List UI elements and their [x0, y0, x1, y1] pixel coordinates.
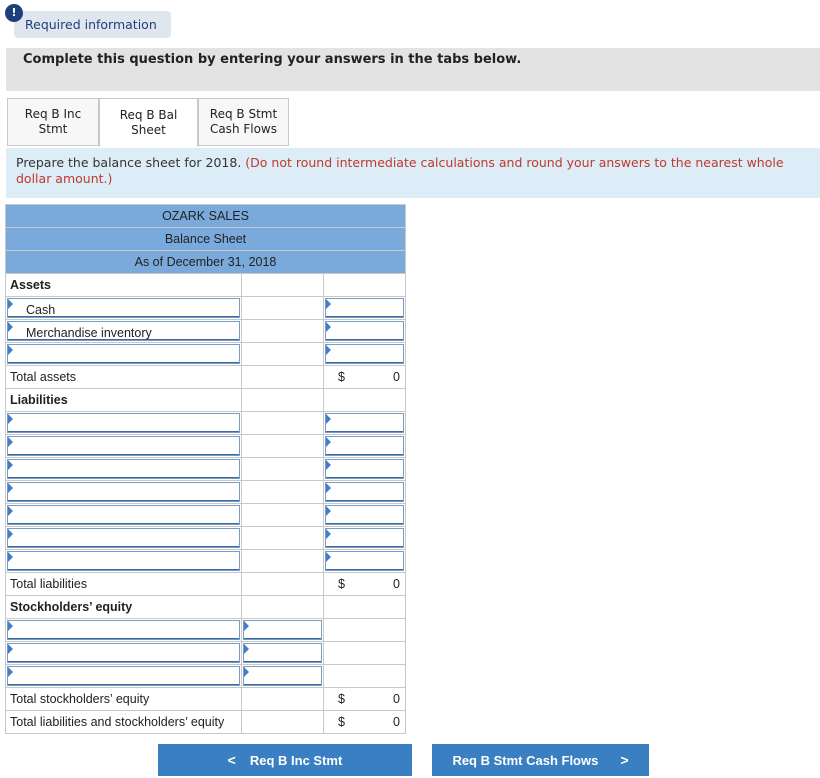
required-information-label: Required information: [14, 11, 171, 38]
tab-label: Req B Inc Stmt: [24, 107, 82, 136]
currency-symbol: $: [338, 715, 345, 729]
dropdown-marker-icon: [8, 299, 13, 309]
total-equity-label: Total stockholders’ equity: [6, 688, 242, 711]
chevron-right-icon: >: [620, 752, 629, 768]
dropdown-marker-icon: [326, 414, 331, 424]
dropdown-marker-icon: [8, 414, 13, 424]
dropdown-marker-icon: [8, 506, 13, 516]
dropdown-marker-icon: [326, 460, 331, 470]
liability-amount-input[interactable]: [325, 551, 404, 571]
total-assets-label: Total assets: [6, 366, 242, 389]
liability-account-select[interactable]: [7, 482, 240, 502]
dropdown-marker-icon: [326, 529, 331, 539]
tab-req-b-bal-sheet[interactable]: [99, 98, 198, 147]
liability-account-select[interactable]: [7, 551, 240, 571]
total-liabilities-equity-label: Total liabilities and stockholders’ equity: [6, 711, 242, 734]
alert-icon: !: [5, 4, 23, 22]
equity-account-select[interactable]: [7, 643, 240, 663]
liability-account-select[interactable]: [7, 505, 240, 525]
tab-req-b-stmt-cash-flows[interactable]: [198, 98, 289, 146]
cash-amount-input[interactable]: [325, 298, 404, 318]
question-prompt: [6, 148, 820, 198]
total-liabilities-label: Total liabilities: [6, 573, 242, 596]
dropdown-marker-icon: [8, 483, 13, 493]
next-tab-label: Req B Stmt Cash Flows: [452, 752, 599, 768]
dropdown-marker-icon: [326, 483, 331, 493]
dropdown-marker-icon: [326, 322, 331, 332]
dropdown-marker-icon: [8, 621, 13, 631]
dropdown-marker-icon: [8, 437, 13, 447]
liability-account-select[interactable]: [7, 436, 240, 456]
dropdown-marker-icon: [8, 529, 13, 539]
dropdown-marker-icon: [326, 437, 331, 447]
assets-heading: Assets: [6, 274, 242, 297]
company-name: OZARK SALES: [6, 205, 406, 228]
total-liabilities-equity-value: 0: [393, 715, 400, 729]
equity-heading: Stockholders’ equity: [6, 596, 242, 619]
liability-account-select[interactable]: [7, 413, 240, 433]
liability-account-select[interactable]: [7, 459, 240, 479]
tab-label: Req B Stmt Cash Flows: [209, 107, 278, 136]
prompt-text: Prepare the balance sheet for 2018.: [16, 155, 246, 170]
equity-account-select[interactable]: [7, 666, 240, 686]
dropdown-marker-icon: [8, 345, 13, 355]
dropdown-marker-icon: [244, 644, 249, 654]
liability-account-select[interactable]: [7, 528, 240, 548]
dropdown-marker-icon: [244, 621, 249, 631]
equity-amount-input[interactable]: [243, 643, 322, 663]
tab-label: Req B Bal Sheet: [119, 107, 178, 137]
asset-account-select[interactable]: [7, 344, 240, 364]
liability-amount-input[interactable]: [325, 528, 404, 548]
equity-account-select[interactable]: [7, 620, 240, 640]
instruction-bar: [6, 48, 820, 91]
next-tab-button[interactable]: [432, 744, 649, 776]
chevron-left-icon: <: [227, 752, 236, 768]
balance-sheet-table: [5, 204, 406, 734]
total-equity-value: 0: [393, 692, 400, 706]
liabilities-heading: Liabilities: [6, 389, 242, 412]
instruction-text: Complete this question by entering your answers in the tabs below.: [23, 52, 522, 67]
dropdown-marker-icon: [326, 552, 331, 562]
tab-req-b-inc-stmt[interactable]: [7, 98, 99, 146]
inventory-label: Merchandise inventory: [26, 326, 152, 340]
liability-amount-input[interactable]: [325, 505, 404, 525]
dropdown-marker-icon: [8, 552, 13, 562]
dropdown-marker-icon: [8, 644, 13, 654]
prev-tab-button[interactable]: [158, 744, 412, 776]
cash-account-select[interactable]: [7, 298, 240, 318]
dropdown-marker-icon: [8, 322, 13, 332]
dropdown-marker-icon: [326, 345, 331, 355]
total-liabilities-value: 0: [393, 577, 400, 591]
dropdown-marker-icon: [244, 667, 249, 677]
dropdown-marker-icon: [8, 667, 13, 677]
dropdown-marker-icon: [8, 460, 13, 470]
prev-tab-label: Req B Inc Stmt: [249, 752, 343, 768]
liability-amount-input[interactable]: [325, 436, 404, 456]
inventory-account-select[interactable]: [7, 321, 240, 341]
inventory-amount-input[interactable]: [325, 321, 404, 341]
currency-symbol: $: [338, 577, 345, 591]
equity-amount-input[interactable]: [243, 620, 322, 640]
dropdown-marker-icon: [326, 299, 331, 309]
liability-amount-input[interactable]: [325, 459, 404, 479]
dropdown-marker-icon: [326, 506, 331, 516]
cash-label: Cash: [26, 303, 56, 317]
equity-amount-input[interactable]: [243, 666, 322, 686]
total-assets-value: 0: [393, 370, 400, 384]
prompt-note: (Do not round intermediate calculations and round your answers to the nearest whole dollar amount.): [16, 155, 784, 186]
currency-symbol: $: [338, 370, 345, 384]
statement-date: As of December 31, 2018: [6, 251, 406, 274]
asset-amount-input[interactable]: [325, 344, 404, 364]
currency-symbol: $: [338, 692, 345, 706]
liability-amount-input[interactable]: [325, 482, 404, 502]
statement-title: Balance Sheet: [6, 228, 406, 251]
liability-amount-input[interactable]: [325, 413, 404, 433]
